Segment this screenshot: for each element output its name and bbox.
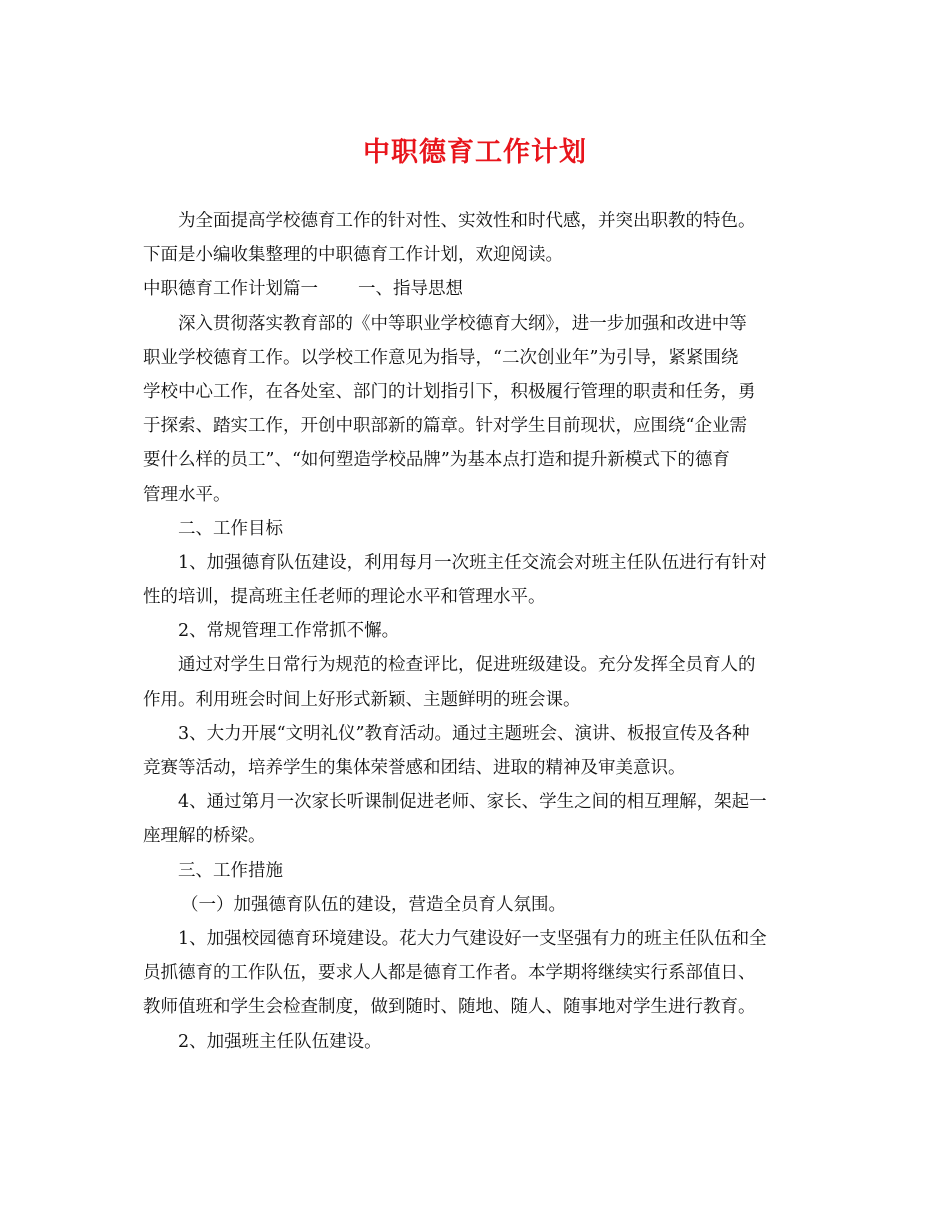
section-heading: 三、工作措施 bbox=[178, 860, 283, 881]
paragraph-line: 性的培训，提高班主任老师的理论水平和管理水平。 bbox=[143, 587, 546, 608]
paragraph-line: 深入贯彻落实教育部的《中等职业学校德育大纲》，进一步加强和改进中等 bbox=[178, 313, 747, 334]
paragraph-line: 下面是小编收集整理的中职德育工作计划，欢迎阅读。 bbox=[143, 245, 563, 266]
subsection-heading: （一）加强德育队伍的建设，营造全员育人氛围。 bbox=[181, 894, 566, 915]
paragraph-line: 要什么样的员工”、“如何塑造学校品牌”为基本点打造和提升新模式下的德育 bbox=[143, 450, 730, 471]
paragraph-line: 竞赛等活动，培养学生的集体荣誉感和团结、进取的精神及审美意识。 bbox=[143, 758, 686, 778]
paragraph-line: 学校中心工作，在各处室、部门的计划指引下，积极履行管理的职责和任务，勇 bbox=[143, 381, 756, 402]
paragraph-line: 教师值班和学生会检查制度，做到随时、随地、随人、随事地对学生进行教育。 bbox=[143, 997, 756, 1018]
paragraph-line: 1、加强校园德育环境建设。花大力气建设好一支坚强有力的班主任队伍和全 bbox=[178, 928, 767, 949]
paragraph-line: 管理水平。 bbox=[143, 484, 231, 505]
paragraph-line: 作用。利用班会时间上好形式新颖、主题鲜明的班会课。 bbox=[143, 689, 581, 710]
paragraph-line: 员抓德育的工作队伍，要求人人都是德育工作者。本学期将继续实行系部值日、 bbox=[143, 963, 756, 984]
document-body bbox=[143, 204, 815, 1059]
section-heading-line bbox=[143, 272, 815, 306]
section-heading: 一、指导思想 bbox=[358, 279, 463, 300]
paragraph-line: 为全面提高学校德育工作的针对性、实效性和时代感，并突出职教的特色。 bbox=[178, 211, 756, 231]
section-heading: 二、工作目标 bbox=[178, 518, 283, 539]
paragraph-line: 座理解的桥梁。 bbox=[143, 826, 266, 847]
paragraph-line: 2、常规管理工作常抓不懈。 bbox=[178, 621, 400, 642]
paragraph-line: 4、通过第月一次家长听课制促进老师、家长、学生之间的相互理解，架起一 bbox=[178, 792, 767, 813]
paragraph-line: 3、大力开展“文明礼仪”教育活动。通过主题班会、演讲、板报宣传及各种 bbox=[178, 723, 750, 744]
paragraph-line: 通过对学生日常行为规范的检查评比，促进班级建设。充分发挥全员育人的 bbox=[178, 655, 756, 676]
paragraph-line: 职业学校德育工作。以学校工作意见为指导，“二次创业年”为引导，紧紧围绕 bbox=[143, 347, 739, 368]
paragraph-line: 于探索、踏实工作，开创中职部新的篇章。针对学生目前现状，应围绕“企业需 bbox=[143, 416, 747, 437]
paragraph-line: 2、加强班主任队伍建设。 bbox=[178, 1031, 382, 1052]
paragraph-line: 1、加强德育队伍建设，利用每月一次班主任交流会对班主任队伍进行有针对 bbox=[178, 552, 767, 573]
document-title: 中职德育工作计划 bbox=[363, 137, 587, 168]
article-heading: 中职德育工作计划篇一 bbox=[143, 279, 318, 300]
